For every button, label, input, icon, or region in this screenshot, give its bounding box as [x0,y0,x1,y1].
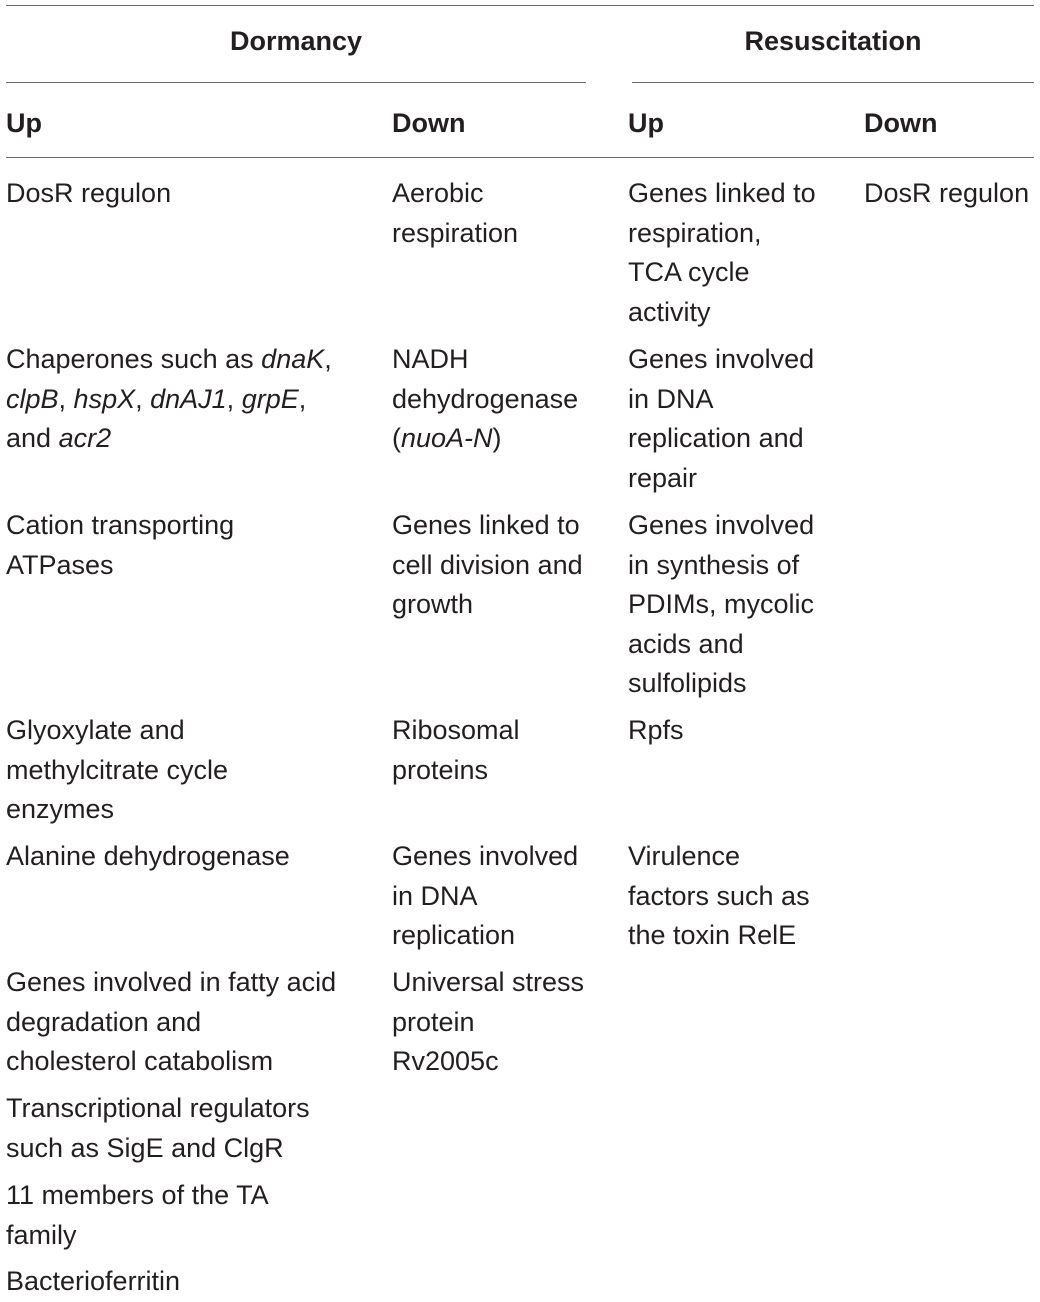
table-cell: Universal stress protein Rv2005c [392,967,585,1076]
table-cell: Chaperones such as dnaK, clpB, hspX, dnAJ1, grpE, and acr2 [6,344,332,453]
table-cell: 11 members of the TA family [6,1180,269,1250]
table-cell: Rpfs [628,715,684,745]
column-header-resuscitation-up: Up [628,108,664,138]
top-rule [6,5,1034,6]
table-cell: Transcriptional regulators such as SigE and ClgR [6,1093,310,1163]
dormancy-group-rule [6,82,586,83]
table-cell: Alanine dehydrogenase [6,841,290,871]
column-header-dormancy-down: Down [392,108,466,138]
table-cell: Glyoxylate and methylcitrate cycle enzymes [6,715,229,824]
table-cell: Virulence factors such as the toxin RelE [628,841,810,950]
table-cell: Genes linked to cell division and growth [392,510,583,619]
header-bottom-rule [6,157,1034,158]
table-cell: Cation transporting ATPases [6,510,235,580]
table-cell: Bacterioferritin [6,1266,181,1296]
table-cell: Aerobic respiration [392,178,519,248]
table-cell: DosR regulon [6,178,172,208]
resuscitation-group-rule [632,82,1034,83]
table-cell: Ribosomal proteins [392,715,520,785]
group-header-resuscitation: Resuscitation [744,26,922,56]
table-cell: DosR regulon [864,178,1030,208]
table-cell: Genes involved in DNA replication and repair [628,344,815,493]
table-cell: Genes involved in synthesis of PDIMs, mycolic acids and sulfolipids [628,510,815,698]
table-cell: NADH dehydrogenase (nuoA-N) [392,344,579,453]
column-header-dormancy-up: Up [6,108,42,138]
group-header-dormancy: Dormancy [229,26,363,56]
table-cell: Genes involved in DNA replication [392,841,579,950]
table-cell: Genes linked to respiration, TCA cycle activity [628,178,816,327]
table-cell: Genes involved in fatty acid degradation and cholesterol catabolism [6,967,337,1076]
column-header-resuscitation-down: Down [864,108,938,138]
